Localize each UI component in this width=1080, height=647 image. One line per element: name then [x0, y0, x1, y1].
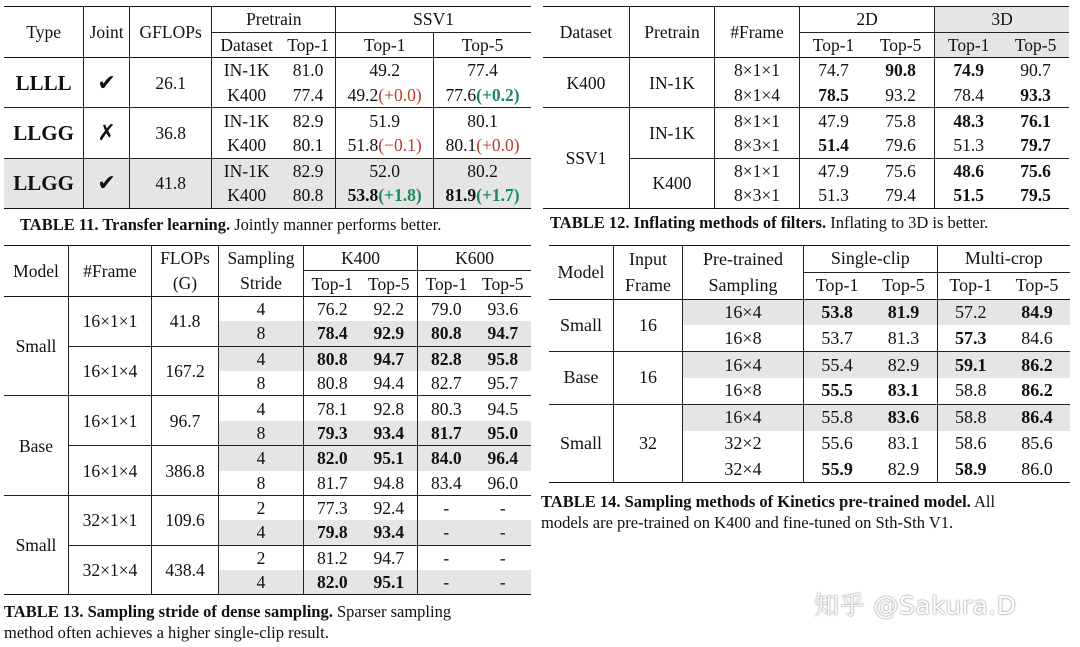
value-cell: 85.6	[1021, 432, 1053, 453]
value-cell: 94.7	[475, 321, 531, 346]
value-cell: 93.6	[487, 298, 519, 319]
stride-cell: 4	[219, 570, 304, 595]
header-top1: Top-1	[935, 32, 1003, 58]
value-cell: 82.9	[870, 352, 937, 378]
header-top1: Top-1	[815, 275, 859, 296]
value-cell: 82.8	[418, 346, 475, 371]
value-cell: 77.3	[316, 498, 348, 519]
table-11	[4, 6, 531, 209]
value-cell: 79.3	[304, 421, 361, 446]
header-top5: Top-5	[1002, 32, 1069, 58]
sampling-cell: 16×4	[683, 352, 804, 378]
value-cell: 93.3	[1020, 85, 1051, 106]
value-cell: 79.0	[431, 298, 462, 319]
value-cell: 81.7	[316, 472, 348, 493]
model-cell: Small	[549, 404, 614, 482]
model-cell: Base	[4, 396, 69, 496]
value-cell: 82.0	[304, 570, 361, 595]
value-cell: 55.8	[804, 404, 871, 430]
value-cell: 80.3	[431, 398, 462, 419]
table-14-caption: TABLE 14. Sampling methods of Kinetics pre-trained model. All	[541, 492, 996, 511]
dataset-cell: K400	[543, 58, 630, 108]
value-cell: 55.9	[821, 458, 853, 479]
value-cell: 79.7	[1020, 135, 1051, 156]
dataset-cell: K400	[227, 85, 267, 106]
value-cell: 94.5	[487, 398, 519, 419]
header-frame: #Frame	[715, 7, 800, 58]
header-top1: Top-1	[949, 275, 993, 296]
value-cell: 48.3	[953, 110, 984, 131]
frame-cell: 8×3×1	[715, 133, 800, 158]
header-single-clip: Single-clip	[804, 246, 938, 273]
sampling-cell: 16×8	[683, 378, 804, 404]
value-cell: 79.5	[1020, 185, 1051, 206]
value-cell: -	[418, 520, 475, 545]
value-cell: 57.2	[937, 299, 1004, 325]
stride-cell: 2	[219, 545, 304, 570]
table-12-caption: TABLE 12. Inflating methods of filters. Inflating to 3D is better.	[550, 213, 989, 232]
value-cell: 55.6	[821, 432, 853, 453]
value-cell: 90.8	[867, 58, 935, 83]
value-cell: 81.7	[418, 421, 475, 446]
value-cell: 80.8	[316, 373, 348, 394]
dataset-cell: K400	[227, 135, 267, 156]
sampling-cell: 16×4	[683, 404, 804, 430]
value-cell: 94.4	[361, 371, 418, 396]
value-cell: 86.0	[1021, 458, 1053, 479]
value-cell: 86.2	[1021, 380, 1053, 401]
header-top1: Top-1	[425, 273, 468, 294]
table-14-caption-line2: models are pre-trained on K400 and fine-tuned on Sth-Sth V1.	[541, 513, 954, 532]
value-cell: 81.3	[870, 325, 937, 351]
pretrain-cell: K400	[630, 158, 715, 208]
stride-cell: 4	[219, 520, 304, 545]
header-k400: K400	[304, 246, 418, 271]
stride-cell: 4	[219, 296, 304, 321]
value-cell: 96.4	[475, 446, 531, 471]
value-cell: 79.4	[867, 183, 935, 208]
flops-cell: 96.7	[152, 396, 219, 446]
value-cell: -	[475, 570, 531, 595]
frame-cell: 8×1×1	[715, 108, 800, 133]
value-cell: 78.4	[304, 321, 361, 346]
value-cell: 92.8	[361, 396, 418, 421]
value-cell: 79.6	[867, 133, 935, 158]
value-cell: 51.3	[953, 135, 984, 156]
type-cell: LLLL	[4, 58, 84, 108]
sampling-cell: 32×2	[683, 431, 804, 457]
value-cell: 82.7	[431, 373, 462, 394]
value-cell: 78.4	[953, 85, 984, 106]
value-cell: 76.2	[316, 298, 348, 319]
value-cell: -	[499, 498, 506, 519]
header-pretrain: Pretrain	[212, 7, 336, 33]
header-3d: 3D	[935, 7, 1069, 33]
value-cell: 92.9	[361, 321, 418, 346]
model-cell: Base	[549, 352, 614, 405]
header-dataset: Dataset	[543, 7, 630, 58]
table-13-caption-line2: method often achieves a higher single-clip result.	[4, 623, 329, 642]
stride-cell: 8	[219, 471, 304, 496]
ssv1-top5-cell: 80.1(+0.0)	[445, 135, 520, 156]
value-cell: 51.3	[818, 185, 849, 206]
value-cell: 82.0	[304, 446, 361, 471]
type-cell: LLGG	[4, 158, 84, 208]
table-13-caption: TABLE 13. Sampling stride of dense sampling. Sparser sampling	[4, 602, 452, 621]
flops-cell: 438.4	[152, 545, 219, 595]
header-ssv1: SSV1	[336, 7, 531, 33]
model-cell: Small	[4, 296, 69, 396]
value-cell: 92.4	[361, 495, 418, 520]
value-cell: 80.8	[418, 321, 475, 346]
frame-cell: 8×3×1	[715, 183, 800, 208]
stride-cell: 8	[219, 421, 304, 446]
pretrain-top1-cell: 82.9	[281, 158, 336, 183]
header-dataset: Dataset	[220, 34, 273, 55]
header-top5: Top-5	[361, 271, 418, 296]
stride-cell: 8	[219, 321, 304, 346]
flops-cell: 386.8	[152, 446, 219, 496]
type-cell: LLGG	[4, 108, 84, 158]
header-top5: Top-5	[870, 272, 937, 299]
value-cell: 81.2	[316, 547, 348, 568]
value-cell: 48.6	[953, 160, 984, 181]
value-cell: 83.1	[870, 431, 937, 457]
value-cell: 83.6	[870, 404, 937, 430]
flops-cell: 167.2	[152, 346, 219, 396]
header-top1: Top-1	[336, 32, 434, 58]
check-icon: ✔	[84, 158, 130, 208]
ssv1-top5-cell: 80.1	[467, 110, 498, 131]
sampling-cell: 16×8	[683, 325, 804, 351]
header-gflops: GFLOPs	[129, 7, 211, 58]
value-cell: 86.2	[1004, 352, 1070, 378]
frame-cell: 16	[614, 352, 683, 405]
header-sampling: Sampling	[219, 246, 304, 271]
dataset-cell: SSV1	[543, 108, 630, 208]
frame-cell: 16×1×1	[69, 296, 152, 346]
header-top1: Top-1	[812, 34, 855, 55]
table-14	[549, 245, 1070, 483]
dataset-cell: K400	[227, 185, 267, 206]
table-12	[543, 6, 1069, 209]
gflops-cell: 41.8	[129, 158, 211, 208]
value-cell: -	[443, 547, 450, 568]
header-pretrain: Pretrain	[630, 7, 715, 58]
ssv1-top1-cell: 51.9	[336, 108, 434, 133]
value-cell: 51.5	[953, 185, 984, 206]
header-model: Model	[549, 246, 614, 300]
frame-cell: 8×1×4	[715, 83, 800, 108]
cross-icon: ✗	[84, 108, 130, 158]
value-cell: 74.7	[818, 60, 849, 81]
header-top1: Top-1	[281, 32, 336, 58]
header-flops-unit: (G)	[152, 271, 219, 296]
value-cell: 84.0	[418, 446, 475, 471]
value-cell: -	[499, 547, 506, 568]
pretrain-top1-cell: 82.9	[281, 108, 336, 133]
ssv1-top5-cell: 81.9(+1.7)	[445, 185, 520, 206]
value-cell: 95.1	[361, 570, 418, 595]
ssv1-top1-cell: 49.2(+0.0)	[336, 83, 434, 108]
frame-cell: 32×1×1	[69, 495, 152, 545]
header-pretrained: Pre-trained	[683, 246, 804, 273]
stride-cell: 2	[219, 495, 304, 520]
value-cell: -	[443, 498, 450, 519]
value-cell: 93.2	[867, 83, 935, 108]
ssv1-top5-cell: 77.6(+0.2)	[445, 85, 520, 106]
pretrain-top1-cell: 81.0	[281, 58, 336, 83]
value-cell: 80.8	[304, 346, 361, 371]
value-cell: -	[475, 520, 531, 545]
header-sampling: Sampling	[683, 272, 804, 299]
pretrain-top1-cell: 80.8	[281, 183, 336, 208]
value-cell: 47.9	[818, 110, 849, 131]
value-cell: 94.8	[361, 471, 418, 496]
frame-cell: 16×1×4	[69, 346, 152, 396]
dataset-cell: IN-1K	[223, 110, 270, 131]
sampling-cell: 16×4	[683, 299, 804, 325]
value-cell: 55.4	[804, 352, 871, 378]
value-cell: 53.7	[821, 327, 853, 348]
value-cell: 57.3	[955, 327, 987, 348]
header-2d: 2D	[800, 7, 935, 33]
frame-cell: 32	[614, 404, 683, 482]
value-cell: 51.4	[818, 135, 849, 156]
value-cell: -	[418, 570, 475, 595]
value-cell: 95.8	[475, 346, 531, 371]
pretrain-cell: IN-1K	[630, 108, 715, 158]
stride-cell: 4	[219, 346, 304, 371]
ssv1-top5-cell: 77.4	[467, 60, 498, 81]
stride-cell: 8	[219, 371, 304, 396]
value-cell: 55.5	[821, 380, 853, 401]
flops-cell: 109.6	[152, 495, 219, 545]
value-cell: 58.6	[955, 432, 987, 453]
value-cell: 82.9	[870, 456, 937, 482]
dataset-cell: IN-1K	[223, 60, 270, 81]
frame-cell: 16	[614, 299, 683, 352]
table-13	[4, 245, 531, 595]
header-input: Input	[614, 246, 683, 273]
flops-cell: 41.8	[152, 296, 219, 346]
header-k600: K600	[418, 246, 531, 271]
header-frame: Frame	[614, 272, 683, 299]
model-cell: Small	[4, 495, 69, 595]
header-top5: Top-5	[1015, 275, 1059, 296]
value-cell: 83.1	[870, 378, 937, 404]
value-cell: 78.1	[316, 398, 348, 419]
header-joint: Joint	[84, 7, 130, 58]
value-cell: 75.6	[867, 158, 935, 183]
frame-cell: 8×1×1	[715, 58, 800, 83]
model-cell: Small	[549, 299, 614, 352]
stride-cell: 4	[219, 446, 304, 471]
value-cell: 86.4	[1004, 404, 1070, 430]
pretrain-top1-cell: 80.1	[281, 133, 336, 158]
value-cell: 81.9	[870, 299, 937, 325]
pretrain-top1-cell: 77.4	[281, 83, 336, 108]
ssv1-top5-cell: 80.2	[467, 160, 498, 181]
pretrain-cell: IN-1K	[630, 58, 715, 108]
value-cell: 58.8	[955, 380, 987, 401]
value-cell: 95.1	[361, 446, 418, 471]
gflops-cell: 36.8	[129, 108, 211, 158]
value-cell: 83.4	[431, 472, 462, 493]
gflops-cell: 26.1	[129, 58, 211, 108]
value-cell: 96.0	[487, 472, 519, 493]
value-cell: 76.1	[1020, 110, 1051, 131]
header-top5: Top-5	[461, 34, 504, 55]
header-top1: Top-1	[311, 273, 354, 294]
value-cell: 95.0	[475, 421, 531, 446]
value-cell: 93.4	[361, 421, 418, 446]
value-cell: 84.9	[1004, 299, 1070, 325]
frame-cell: 8×1×1	[715, 158, 800, 183]
value-cell: 58.8	[937, 404, 1004, 430]
value-cell: 94.7	[361, 545, 418, 570]
value-cell: 78.5	[818, 85, 849, 106]
ssv1-top1-cell: 53.8(+1.8)	[336, 183, 434, 208]
value-cell: 59.1	[937, 352, 1004, 378]
header-top5: Top-5	[482, 273, 524, 294]
check-icon: ✔	[84, 58, 130, 108]
ssv1-top1-cell: 52.0	[336, 158, 434, 183]
header-top5: Top-5	[867, 32, 935, 58]
value-cell: 53.8	[804, 299, 871, 325]
header-frame: #Frame	[69, 246, 152, 297]
sampling-cell: 32×4	[683, 456, 804, 482]
dataset-cell: IN-1K	[223, 160, 270, 181]
watermark: 知乎 @Sakura.D	[814, 591, 1017, 620]
value-cell: 84.6	[1021, 327, 1053, 348]
value-cell: 93.4	[361, 520, 418, 545]
value-cell: 74.9	[953, 60, 984, 81]
stride-cell: 4	[219, 396, 304, 421]
header-multi-crop: Multi-crop	[937, 246, 1070, 273]
header-stride: Stride	[219, 271, 304, 296]
frame-cell: 16×1×4	[69, 446, 152, 496]
frame-cell: 16×1×1	[69, 396, 152, 446]
value-cell: 95.7	[487, 373, 519, 394]
frame-cell: 32×1×4	[69, 545, 152, 595]
value-cell: 75.6	[1020, 160, 1051, 181]
ssv1-top1-cell: 51.8(−0.1)	[336, 133, 434, 158]
header-type: Type	[4, 7, 84, 58]
value-cell: 58.9	[955, 458, 987, 479]
value-cell: 79.8	[304, 520, 361, 545]
ssv1-top1-cell: 49.2	[336, 58, 434, 83]
value-cell: 92.2	[361, 296, 418, 321]
value-cell: 47.9	[818, 160, 849, 181]
value-cell: 94.7	[361, 346, 418, 371]
header-flops: FLOPs	[152, 246, 219, 271]
table-11-caption: TABLE 11. Transfer learning. Jointly manner performs better.	[20, 215, 442, 234]
value-cell: 90.7	[1020, 60, 1051, 81]
value-cell: 75.8	[867, 108, 935, 133]
header-model: Model	[4, 246, 69, 297]
